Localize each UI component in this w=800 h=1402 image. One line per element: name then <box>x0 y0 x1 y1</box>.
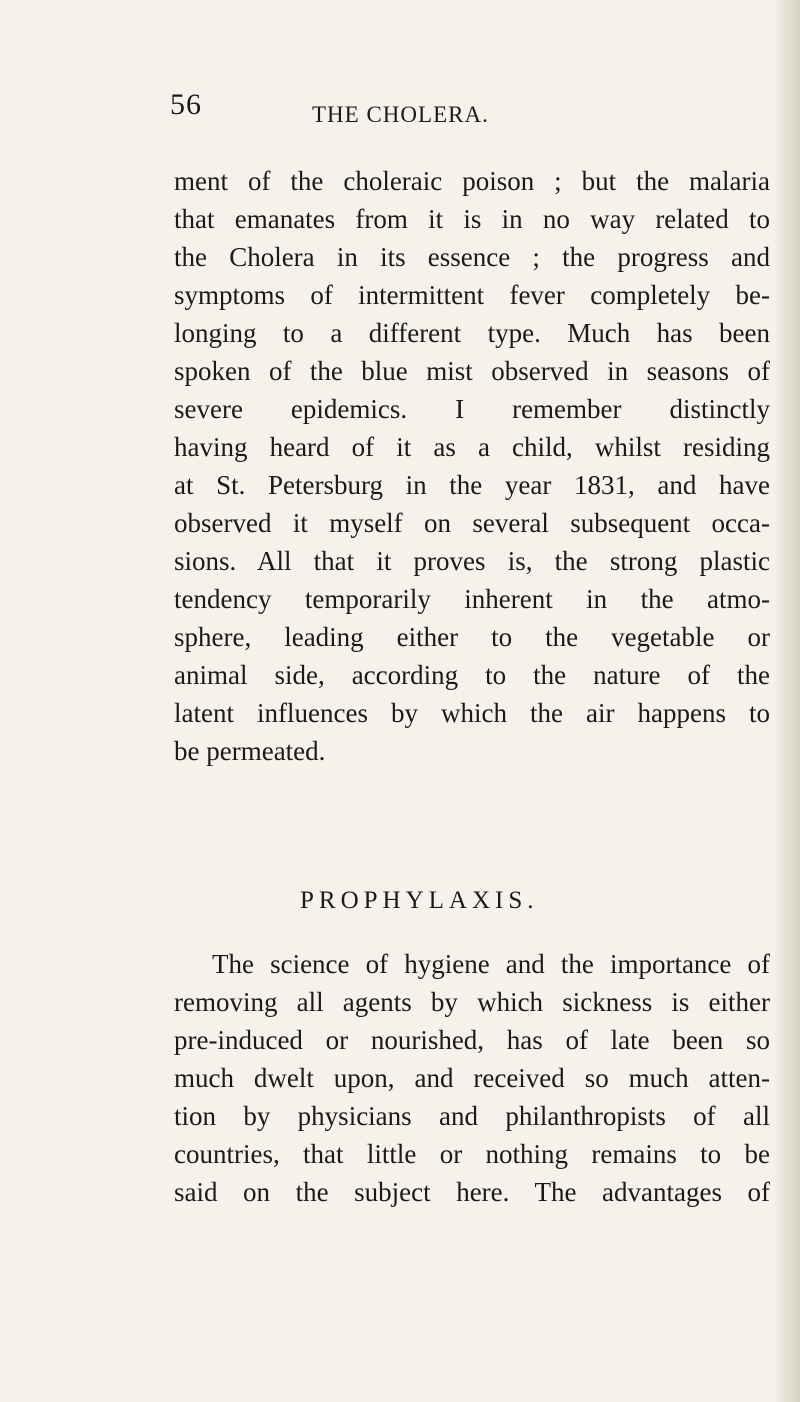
text-line: symptoms of intermittent fever completely be- <box>174 280 770 310</box>
text-line: latent influences by which the air happens to <box>174 698 770 728</box>
text-line: ment of the choleraic poison ; but the malaria <box>174 166 770 196</box>
text-line: The science of hygiene and the importance of <box>212 949 770 979</box>
text-line: the Cholera in its essence ; the progress and <box>174 242 770 272</box>
text-line: be permeated. <box>174 736 326 766</box>
text-line: said on the subject here. The advantages of <box>174 1177 770 1207</box>
text-line: longing to a different type. Much has been <box>174 318 770 348</box>
page-edge-shadow <box>774 0 800 1402</box>
text-line: tion by physicians and philanthropists of all <box>174 1101 770 1131</box>
running-head: THE CHOLERA. <box>312 102 489 127</box>
text-line: countries, that little or nothing remains to be <box>174 1139 770 1169</box>
text-line: severe epidemics. I remember distinctly <box>174 394 770 424</box>
text-line: much dwelt upon, and received so much atten- <box>174 1063 770 1093</box>
paragraph-hygiene <box>174 945 770 1211</box>
text-line: animal side, according to the nature of the <box>174 660 770 690</box>
text-line: spoken of the blue mist observed in seasons of <box>174 356 770 386</box>
text-line: observed it myself on several subsequent occa- <box>174 508 770 538</box>
text-line: sions. All that it proves is, the strong plastic <box>174 546 770 576</box>
text-line: pre-induced or nourished, has of late been so <box>174 1025 770 1055</box>
paragraph-cholera-mist <box>174 162 770 770</box>
text-line: at St. Petersburg in the year 1831, and have <box>174 470 770 500</box>
text-line: removing all agents by which sickness is either <box>174 987 770 1017</box>
page-number: 56 <box>170 88 202 121</box>
section-heading-prophylaxis: PROPHYLAXIS. <box>300 887 539 914</box>
text-line: having heard of it as a child, whilst residing <box>174 432 770 462</box>
text-line: that emanates from it is in no way related to <box>174 204 770 234</box>
text-line: sphere, leading either to the vegetable or <box>174 622 770 652</box>
text-line: tendency temporarily inherent in the atmo- <box>174 584 770 614</box>
